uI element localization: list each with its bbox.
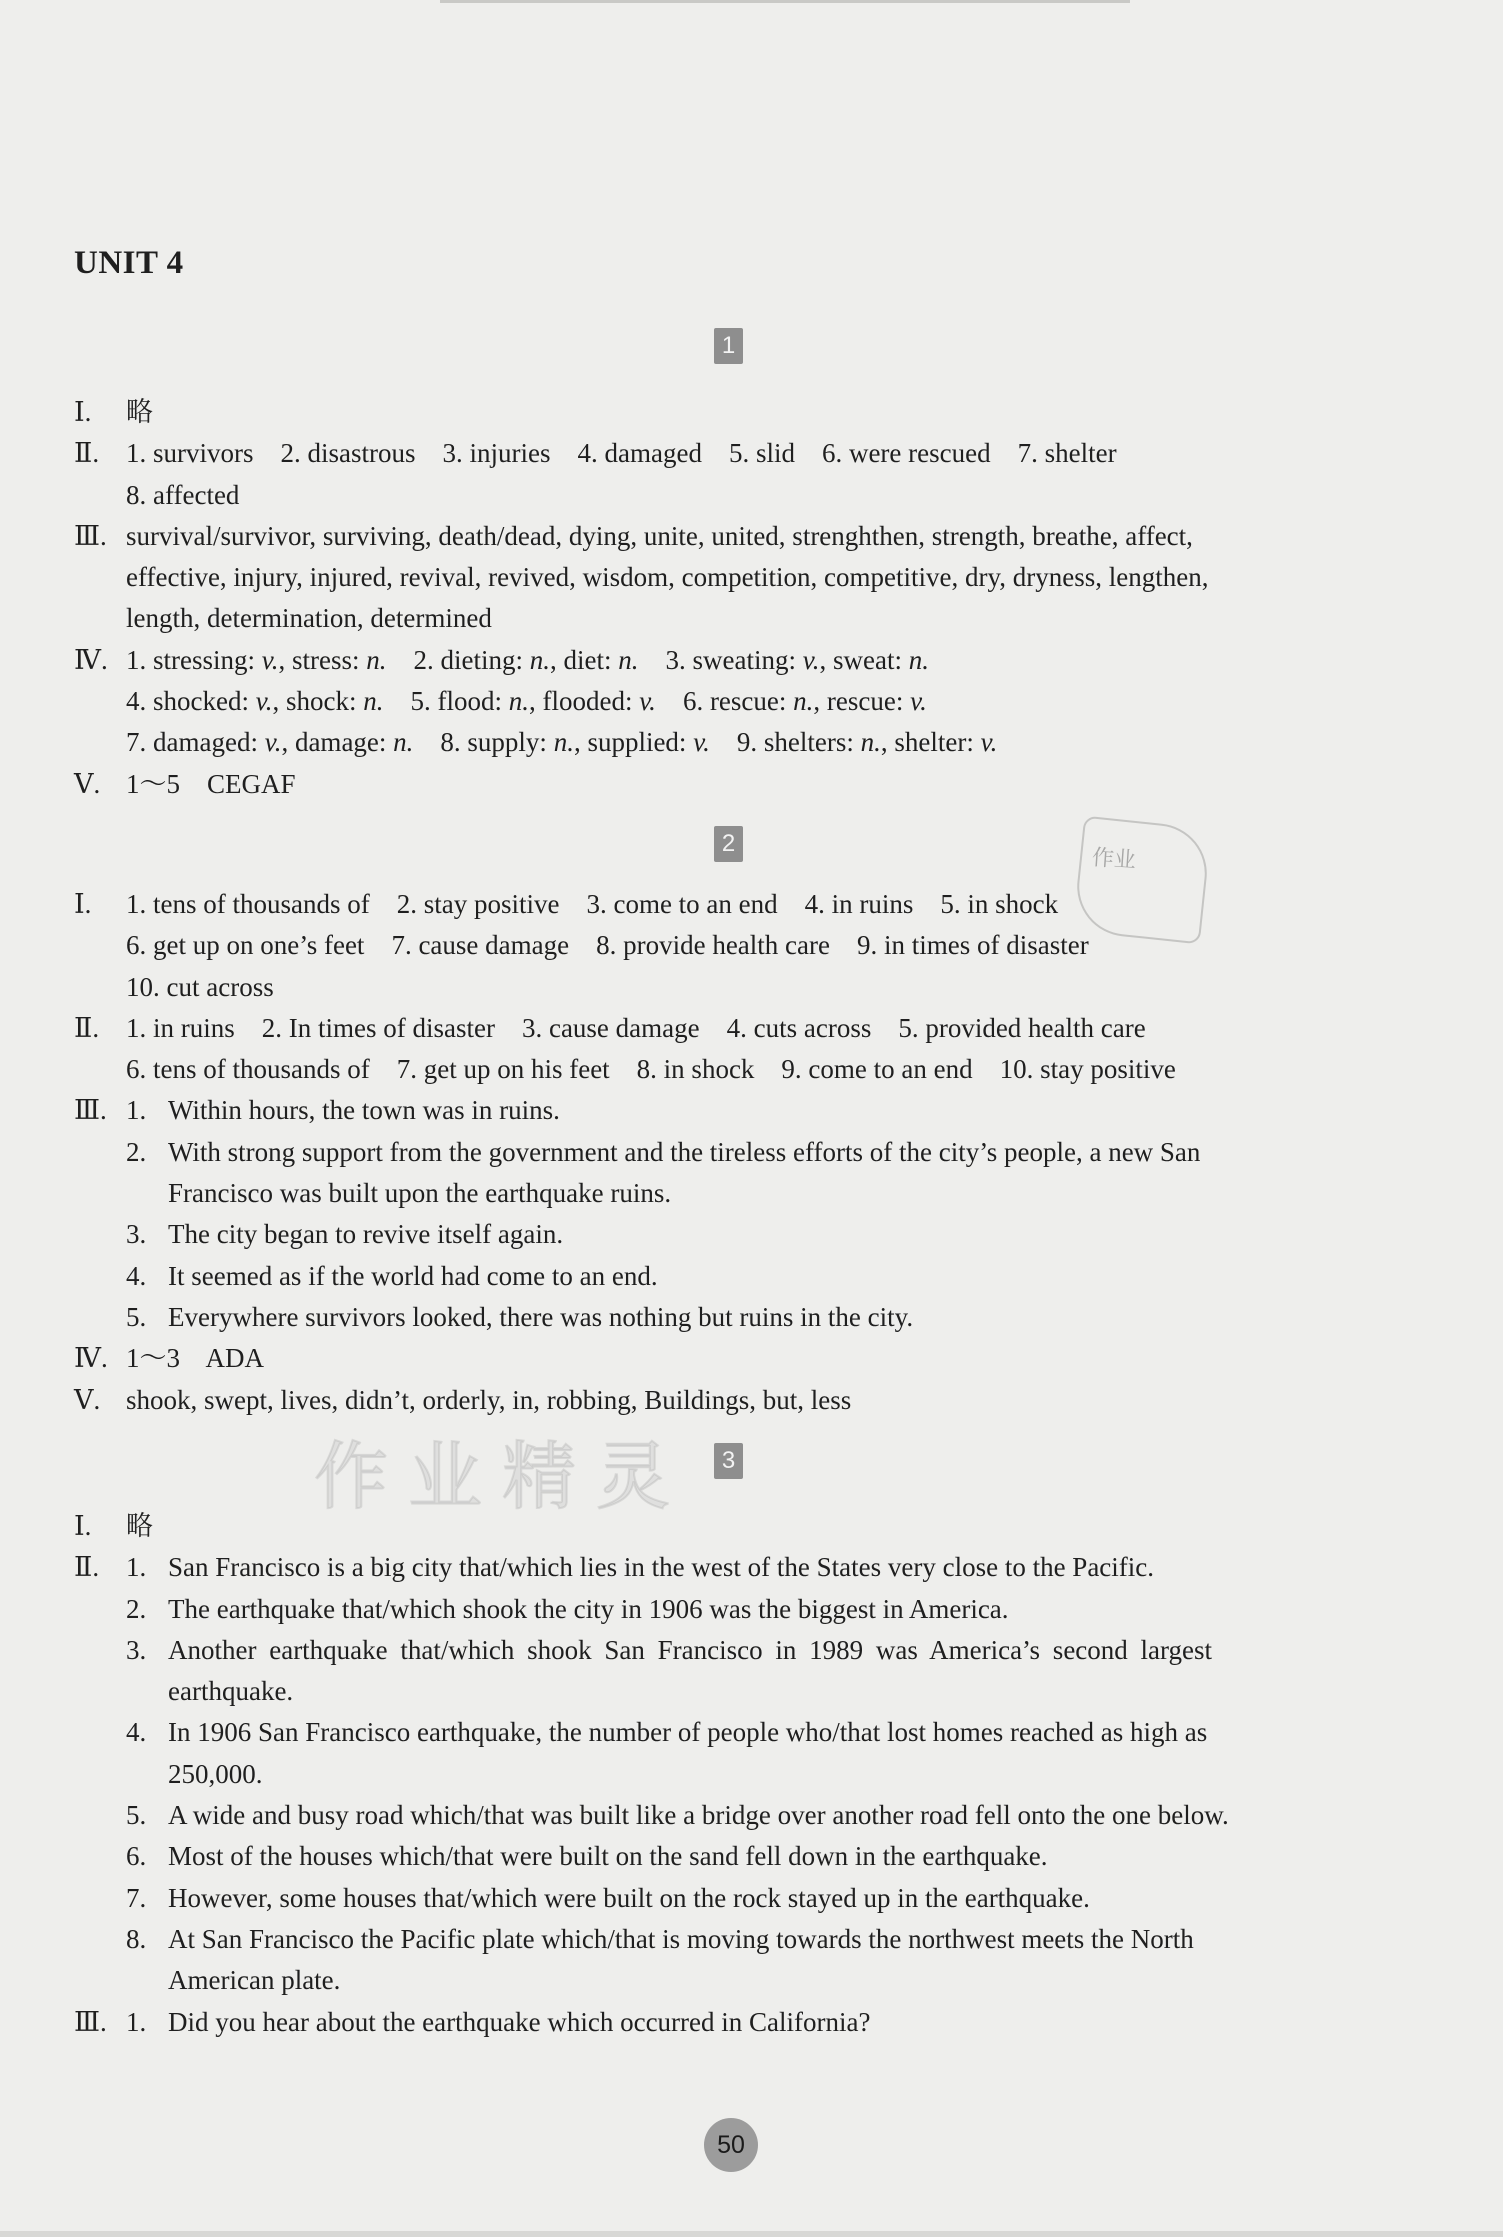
s2-part-iii-item-2: 2. With strong support from the government and the tireless efforts of the city’s people, a new San <box>126 1136 1201 1167</box>
s1-part-iii: Ⅲ. survival/survivor, surviving, death/dead, dying, unite, united, strenghthen, strength, breathe, affect, <box>74 520 1193 551</box>
s2-part-iii-item-2-cont: Francisco was built upon the earthquake ruins. <box>168 1178 672 1209</box>
s2-part-iii-item-4: 4. It seemed as if the world had come to an end. <box>126 1260 658 1291</box>
s1-part-iv-cont-1: 4. shocked: v., shock: n. 5. flood: n., flooded: v. 6. rescue: n., rescue: v. <box>126 686 927 717</box>
s2-part-iii-item-5: 5. Everywhere survivors looked, there was nothing but ruins in the city. <box>126 1301 914 1332</box>
s3-part-ii-item-7: 7. However, some houses that/which were built on the rock stayed up in the earthquake. <box>126 1882 1090 1913</box>
s3-part-ii-item-8: 8. At San Francisco the Pacific plate which/that is moving towards the northwest meets the North <box>126 1923 1194 1954</box>
s2-part-i-cont-2: 10. cut across <box>126 971 274 1002</box>
section-3 <box>74 1506 1394 2043</box>
s3-part-ii-item-1: Ⅱ. 1. San Francisco is a big city that/which lies in the west of the States very close to the Pacific. <box>74 1552 1155 1583</box>
page-number: 50 <box>704 2118 758 2172</box>
s2-part-i-cont-1: 6. get up on one’s feet 7. cause damage 8. provide health care 9. in times of disaster <box>126 930 1089 961</box>
section-badge-1: 1 <box>714 328 743 364</box>
s1-part-ii-cont: 8. affected <box>126 479 240 510</box>
s3-part-ii-item-3: 3. Another earthquake that/which shook San Francisco in 1989 was America’s second largest <box>126 1634 1213 1665</box>
s2-part-iii-item-3: 3. The city began to revive itself again. <box>126 1219 564 1250</box>
watermark-large: 作业精灵 <box>314 1434 690 1520</box>
s2-part-v: Ⅴ. shook, swept, lives, didn’t, orderly, in, robbing, Buildings, but, less <box>74 1384 852 1415</box>
s3-part-iii-item-1: Ⅲ. 1. Did you hear about the earthquake which occurred in California? <box>74 2006 871 2037</box>
bottom-edge-rule <box>0 2231 1503 2237</box>
s1-part-iv-cont-2: 7. damaged: v., damage: n. 8. supply: n., supplied: v. 9. shelters: n., shelter: v. <box>126 727 998 758</box>
s1-part-v: Ⅴ. 1～5 CEGAF <box>74 768 296 799</box>
s1-part-i: Ⅰ. 略 <box>74 397 153 427</box>
s3-part-ii-item-5: 5. A wide and busy road which/that was built like a bridge over another road fell onto the one below. <box>126 1800 1229 1831</box>
section-1 <box>74 392 1394 805</box>
s3-part-ii-item-2: 2. The earthquake that/which shook the city in 1906 was the biggest in America. <box>126 1593 1009 1624</box>
s1-part-ii: Ⅱ. 1. survivors 2. disastrous 3. injuries 4. damaged 5. slid 6. were rescued 7. shelter <box>74 438 1117 469</box>
s2-part-ii: Ⅱ. 1. in ruins 2. In times of disaster 3. cause damage 4. cuts across 5. provided health care <box>74 1012 1146 1043</box>
section-badge-3: 3 <box>714 1443 743 1479</box>
s1-part-iv: Ⅳ. 1. stressing: v., stress: n. 2. dieting: n., diet: n. 3. sweating: v., sweat: n. <box>74 644 929 675</box>
s1-part-iii-cont-1: effective, injury, injured, revival, revived, wisdom, competition, competitive, dry, dryness, lengthen, <box>126 562 1209 593</box>
s3-part-ii-item-3-cont: earthquake. <box>168 1676 294 1707</box>
s1-part-iii-cont-2: length, determination, determined <box>126 603 492 634</box>
s2-part-iii-item-1: Ⅲ. 1. Within hours, the town was in ruins. <box>74 1095 560 1126</box>
s2-part-iv: Ⅳ. 1～3 ADA <box>74 1343 265 1374</box>
section-2 <box>74 884 1394 1421</box>
s2-part-i: Ⅰ. 1. tens of thousands of 2. stay positive 3. come to an end 4. in ruins 5. in shock <box>74 889 1059 919</box>
s2-part-ii-cont: 6. tens of thousands of 7. get up on his feet 8. in shock 9. come to an end 10. stay positive <box>126 1054 1176 1085</box>
s3-part-ii-item-4-cont: 250,000. <box>168 1758 263 1789</box>
top-edge-rule <box>440 0 1130 3</box>
watermark-small: 作业 <box>1091 845 1137 874</box>
s3-part-ii-item-6: 6. Most of the houses which/that were built on the sand fell down in the earthquake. <box>126 1841 1048 1872</box>
s3-part-ii-item-4: 4. In 1906 San Francisco earthquake, the number of people who/that lost homes reached as high as <box>126 1717 1208 1748</box>
section-badge-2: 2 <box>714 826 743 862</box>
unit-title: UNIT 4 <box>74 245 184 281</box>
s3-part-i: Ⅰ. 略 <box>74 1511 153 1541</box>
s3-part-ii-item-8-cont: American plate. <box>168 1965 341 1996</box>
